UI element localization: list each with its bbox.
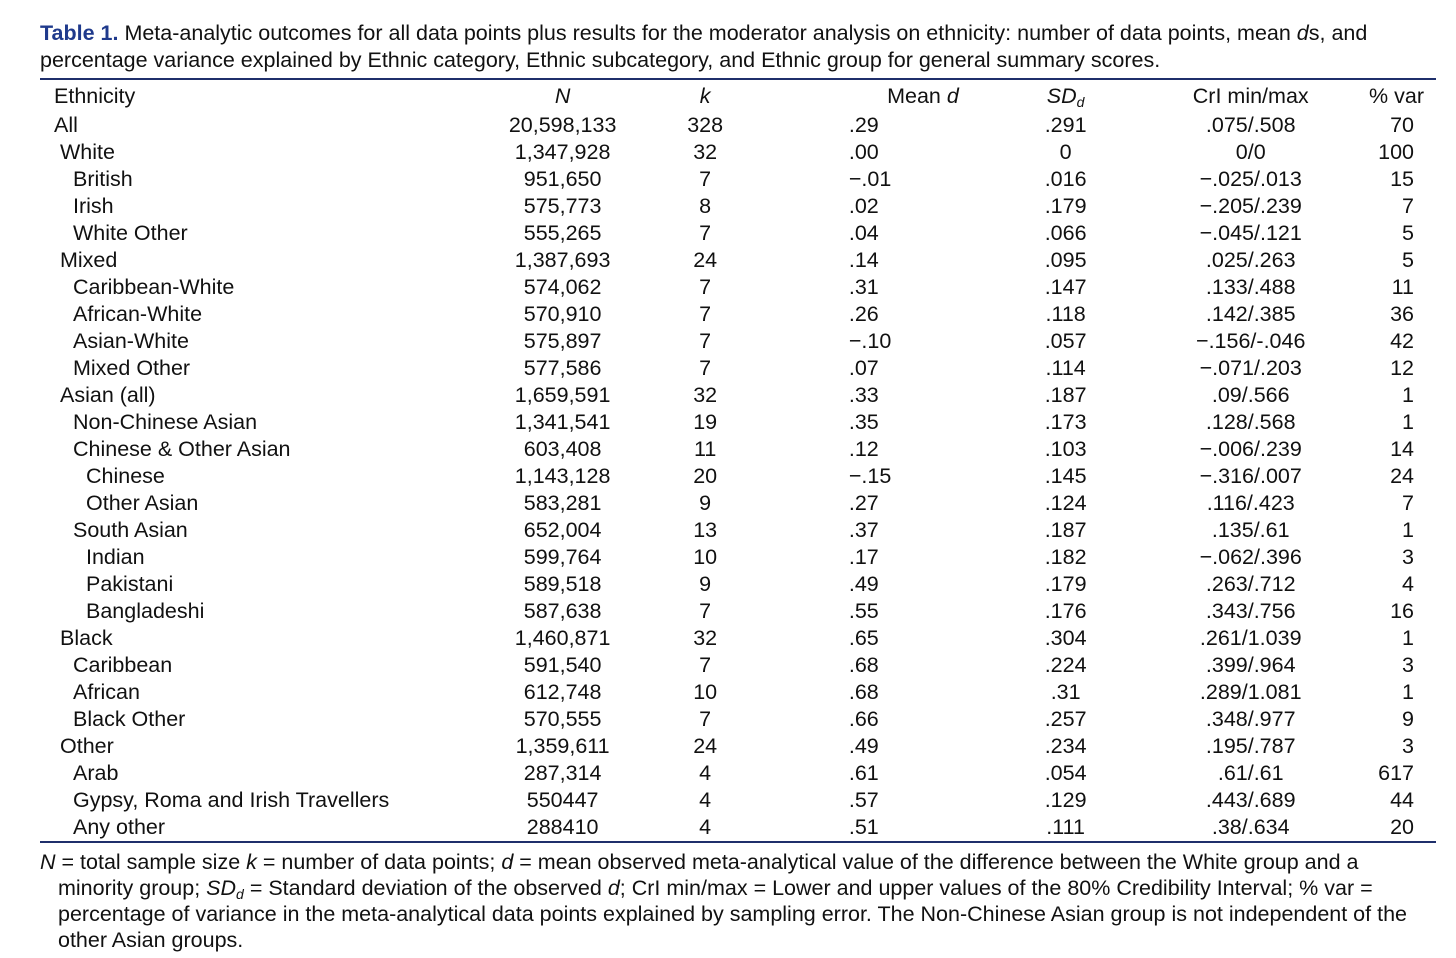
cell-sd-d: .257 [1044,707,1087,731]
cell-k: 7 [699,599,712,623]
cell-k: 32 [693,626,718,650]
cell-k: 20 [693,464,718,488]
cell-cri: .61/.61 [1217,761,1284,785]
cell-pct-var: 1 [1402,518,1414,542]
cell-mean-d: .00 [848,140,879,164]
table-row [40,382,1436,409]
cell-pct-var: 617 [1378,761,1414,785]
cell-cri: −.205/.239 [1199,194,1302,218]
table-row [40,571,1436,598]
table-label: Table 1. [40,21,119,45]
cell-k: 7 [699,653,712,677]
cell-k: 7 [699,356,712,380]
cell-k: 9 [699,572,712,596]
cell-mean-d: .29 [848,113,879,137]
cell-mean-d: .14 [848,248,879,272]
cell-k: 32 [693,383,718,407]
cell-cri: .025/.263 [1205,248,1296,272]
table-row [40,517,1436,544]
cell-k: 4 [699,815,712,839]
cell-n: 577,586 [523,356,602,380]
cell-sd-d: .147 [1044,275,1087,299]
cell-sd-d: .129 [1044,788,1087,812]
cell-k: 7 [699,167,712,191]
cell-sd-d: .224 [1044,653,1087,677]
cell-cri: −.071/.203 [1199,356,1302,380]
cell-sd-d: .054 [1044,761,1087,785]
header-k: k [699,84,711,108]
table-row [40,220,1436,247]
cell-pct-var: 7 [1402,491,1414,515]
cell-pct-var: 36 [1390,302,1414,326]
cell-pct-var: 7 [1402,194,1414,218]
cell-pct-var: 20 [1390,815,1414,839]
cell-mean-d: .51 [848,815,879,839]
cell-pct-var: 1 [1402,383,1414,407]
header-cri: CrI min/max [1192,84,1309,108]
cell-cri: .195/.787 [1205,734,1296,758]
cell-cri: .128/.568 [1205,410,1296,434]
cell-mean-d: .65 [848,626,879,650]
cell-mean-d: .57 [848,788,879,812]
cell-n: 1,387,693 [514,248,611,272]
table-row [40,787,1436,814]
cell-pct-var: 4 [1402,572,1414,596]
cell-k: 7 [699,707,712,731]
cell-sd-d: .145 [1044,464,1087,488]
cell-mean-d: .37 [848,518,879,542]
cell-k: 10 [693,680,718,704]
cell-pct-var: 12 [1390,356,1414,380]
cell-mean-d: −.15 [848,464,892,488]
cell-ethnicity: Chinese & Other Asian [73,437,291,461]
cell-n: 555,265 [523,221,602,245]
cell-pct-var: 1 [1402,626,1414,650]
cell-n: 583,281 [523,491,602,515]
cell-ethnicity: Non-Chinese Asian [73,410,258,434]
cell-n: 574,062 [523,275,602,299]
cell-mean-d: .07 [848,356,879,380]
table-row [40,652,1436,679]
cell-n: 1,659,591 [514,383,611,407]
cell-k: 4 [699,788,712,812]
cell-ethnicity: Arab [73,761,119,785]
table-row [40,706,1436,733]
cell-pct-var: 24 [1390,464,1414,488]
table-row [40,490,1436,517]
cell-n: 287,314 [523,761,602,785]
table-row [40,436,1436,463]
cell-k: 32 [693,140,718,164]
cell-cri: .142/.385 [1205,302,1296,326]
cell-cri: .289/1.081 [1199,680,1302,704]
cell-n: 1,341,541 [514,410,611,434]
table-row [40,139,1436,166]
cell-n: 589,518 [523,572,602,596]
cell-mean-d: .26 [848,302,879,326]
cell-ethnicity: Black [60,626,113,650]
cell-pct-var: 100 [1378,140,1414,164]
cell-sd-d: .291 [1044,113,1087,137]
cell-sd-d: .179 [1044,194,1087,218]
table-row [40,193,1436,220]
cell-n: 599,764 [523,545,602,569]
cell-ethnicity: Any other [73,815,166,839]
table-footnote [40,849,1436,953]
table-row [40,760,1436,787]
cell-cri: −.045/.121 [1199,221,1302,245]
cell-n: 587,638 [523,599,602,623]
cell-k: 11 [693,437,717,461]
cell-mean-d: .49 [848,572,879,596]
table-row [40,328,1436,355]
cell-mean-d: .02 [848,194,879,218]
table-row [40,598,1436,625]
cell-ethnicity: White Other [73,221,188,245]
table-row [40,166,1436,193]
cell-sd-d: .187 [1044,383,1087,407]
cell-pct-var: 14 [1390,437,1414,461]
table-row [40,409,1436,436]
cell-k: 328 [687,113,724,137]
cell-ethnicity: Caribbean-White [73,275,235,299]
cell-mean-d: .68 [848,653,879,677]
cell-mean-d: .12 [848,437,879,461]
cell-mean-d: .66 [848,707,879,731]
cell-sd-d: .234 [1044,734,1087,758]
cell-ethnicity: All [54,113,78,137]
cell-sd-d: .187 [1044,518,1087,542]
cell-n: 550447 [526,788,599,812]
table-row [40,274,1436,301]
cell-mean-d: .49 [848,734,879,758]
cell-k: 7 [699,221,712,245]
cell-cri: .09/.566 [1211,383,1290,407]
cell-ethnicity: Gypsy, Roma and Irish Travellers [73,788,390,812]
cell-ethnicity: South Asian [73,518,188,542]
cell-mean-d: .61 [848,761,879,785]
cell-sd-d: .066 [1044,221,1087,245]
header-pct-var: % var [1369,84,1424,108]
cell-pct-var: 70 [1390,113,1414,137]
cell-sd-d: .095 [1044,248,1087,272]
cell-mean-d: .35 [848,410,879,434]
cell-ethnicity: Irish [73,194,114,218]
cell-mean-d: .55 [848,599,879,623]
cell-pct-var: 5 [1402,248,1414,272]
cell-sd-d: .173 [1044,410,1087,434]
cell-ethnicity: African [73,680,140,704]
cell-ethnicity: Chinese [86,464,165,488]
cell-k: 19 [693,410,718,434]
cell-k: 7 [699,302,712,326]
cell-k: 4 [699,761,712,785]
cell-mean-d: .04 [848,221,879,245]
cell-k: 24 [693,734,718,758]
cell-pct-var: 1 [1402,410,1414,434]
table-row [40,355,1436,382]
cell-n: 603,408 [523,437,602,461]
cell-ethnicity: White [60,140,115,164]
cell-k: 10 [693,545,718,569]
cell-sd-d: .176 [1044,599,1087,623]
cell-cri: .399/.964 [1205,653,1296,677]
table-row [40,301,1436,328]
cell-cri: −.316/.007 [1199,464,1302,488]
table-row [40,814,1436,841]
results-table [40,80,1436,841]
cell-pct-var: 16 [1390,599,1414,623]
header-ethnicity: Ethnicity [54,84,136,108]
cell-cri: .38/.634 [1211,815,1290,839]
table-row [40,247,1436,274]
cell-ethnicity: Mixed [60,248,118,272]
cell-cri: .133/.488 [1205,275,1296,299]
cell-pct-var: 42 [1390,329,1414,353]
table-row [40,544,1436,571]
cell-ethnicity: Other Asian [86,491,199,515]
header-sd-d: $SD_d$ [1046,84,1085,110]
cell-n: 951,650 [523,167,602,191]
cell-sd-d: .304 [1044,626,1087,650]
cell-cri: −.006/.239 [1199,437,1302,461]
table-caption [40,20,1436,74]
cell-n: 612,748 [523,680,602,704]
cell-ethnicity: Bangladeshi [86,599,205,623]
cell-mean-d: .33 [848,383,879,407]
cell-pct-var: 3 [1402,653,1414,677]
table-row [40,112,1436,139]
table-figure [40,20,1436,953]
cell-cri: .116/.423 [1206,491,1295,515]
cell-n: 20,598,133 [508,113,617,137]
cell-sd-d: 0 [1059,140,1072,164]
cell-sd-d: .118 [1045,302,1086,326]
footnote-text: N = total sample size k = number of data points; d = mean observed meta-analytical value of the difference between the White group and a minority group; $SD_d$ = Standard deviation of the observed d; CrI min/max = Lower and upper values of the 80% Credibility Interval; % var = percentage of variance in the meta-analytical data points explained by sampling error. The Non-Chinese Asian group is not independent of the other Asian groups. [40,850,1407,952]
bottom-rule [40,841,1436,843]
cell-pct-var: 15 [1390,167,1414,191]
cell-mean-d: .27 [848,491,879,515]
cell-n: 652,004 [523,518,602,542]
cell-n: 570,555 [523,707,602,731]
cell-mean-d: −.10 [848,329,892,353]
cell-cri: .135/.61 [1211,518,1290,542]
cell-mean-d: .17 [848,545,879,569]
cell-n: 570,910 [523,302,602,326]
cell-ethnicity: Caribbean [73,653,173,677]
caption-text: Meta-analytic outcomes for all data points plus results for the moderator analysis on ethnicity: number of data points, mean ds, and percentage variance explained by Ethnic category, Ethnic subcategory, and Ethnic group for general summary scores. [40,21,1368,72]
table-row [40,463,1436,490]
cell-ethnicity: Other [60,734,114,758]
cell-pct-var: 3 [1402,734,1414,758]
cell-sd-d: .114 [1045,356,1086,380]
cell-k: 13 [693,518,718,542]
cell-pct-var: 11 [1391,275,1414,299]
header-n: N [554,84,571,108]
cell-mean-d: .68 [848,680,879,704]
cell-mean-d: −.01 [848,167,892,191]
table-row [40,625,1436,652]
cell-pct-var: 9 [1402,707,1414,731]
cell-cri: .263/.712 [1205,572,1296,596]
cell-mean-d: .31 [848,275,879,299]
cell-n: 1,460,871 [514,626,611,650]
cell-ethnicity: British [73,167,133,191]
cell-ethnicity: Mixed Other [73,356,191,380]
cell-cri: .443/.689 [1205,788,1296,812]
cell-n: 591,540 [523,653,602,677]
cell-n: 1,143,128 [514,464,611,488]
cell-k: 7 [699,275,712,299]
cell-cri: .343/.756 [1205,599,1296,623]
header-mean-d: Mean d [887,84,959,108]
cell-cri: .261/1.039 [1199,626,1302,650]
cell-cri: −.025/.013 [1199,167,1302,191]
cell-n: 288410 [526,815,599,839]
cell-sd-d: .179 [1044,572,1087,596]
cell-n: 575,773 [523,194,602,218]
cell-k: 7 [699,329,712,353]
cell-ethnicity: Asian-White [73,329,189,353]
cell-sd-d: .182 [1044,545,1087,569]
cell-sd-d: .111 [1046,815,1085,839]
cell-pct-var: 3 [1402,545,1414,569]
table-row [40,733,1436,760]
cell-pct-var: 5 [1402,221,1414,245]
cell-k: 24 [693,248,718,272]
cell-pct-var: 44 [1390,788,1414,812]
cell-sd-d: .31 [1050,680,1081,704]
cell-k: 9 [699,491,712,515]
cell-n: 575,897 [523,329,602,353]
cell-cri: 0/0 [1235,140,1266,164]
cell-n: 1,347,928 [514,140,611,164]
cell-sd-d: .016 [1044,167,1087,191]
cell-k: 8 [699,194,712,218]
cell-sd-d: .103 [1044,437,1087,461]
cell-pct-var: 1 [1402,680,1414,704]
table-row [40,679,1436,706]
cell-ethnicity: Asian (all) [60,383,156,407]
cell-sd-d: .124 [1044,491,1087,515]
cell-ethnicity: Black Other [73,707,186,731]
cell-cri: .075/.508 [1205,113,1296,137]
cell-sd-d: .057 [1044,329,1087,353]
cell-n: 1,359,611 [515,734,610,758]
cell-cri: −.156/-.046 [1196,329,1306,353]
cell-ethnicity: Pakistani [86,572,174,596]
header-row [40,80,1436,112]
cell-ethnicity: African-White [73,302,203,326]
cell-ethnicity: Indian [86,545,145,569]
cell-cri: .348/.977 [1205,707,1296,731]
cell-cri: −.062/.396 [1199,545,1302,569]
